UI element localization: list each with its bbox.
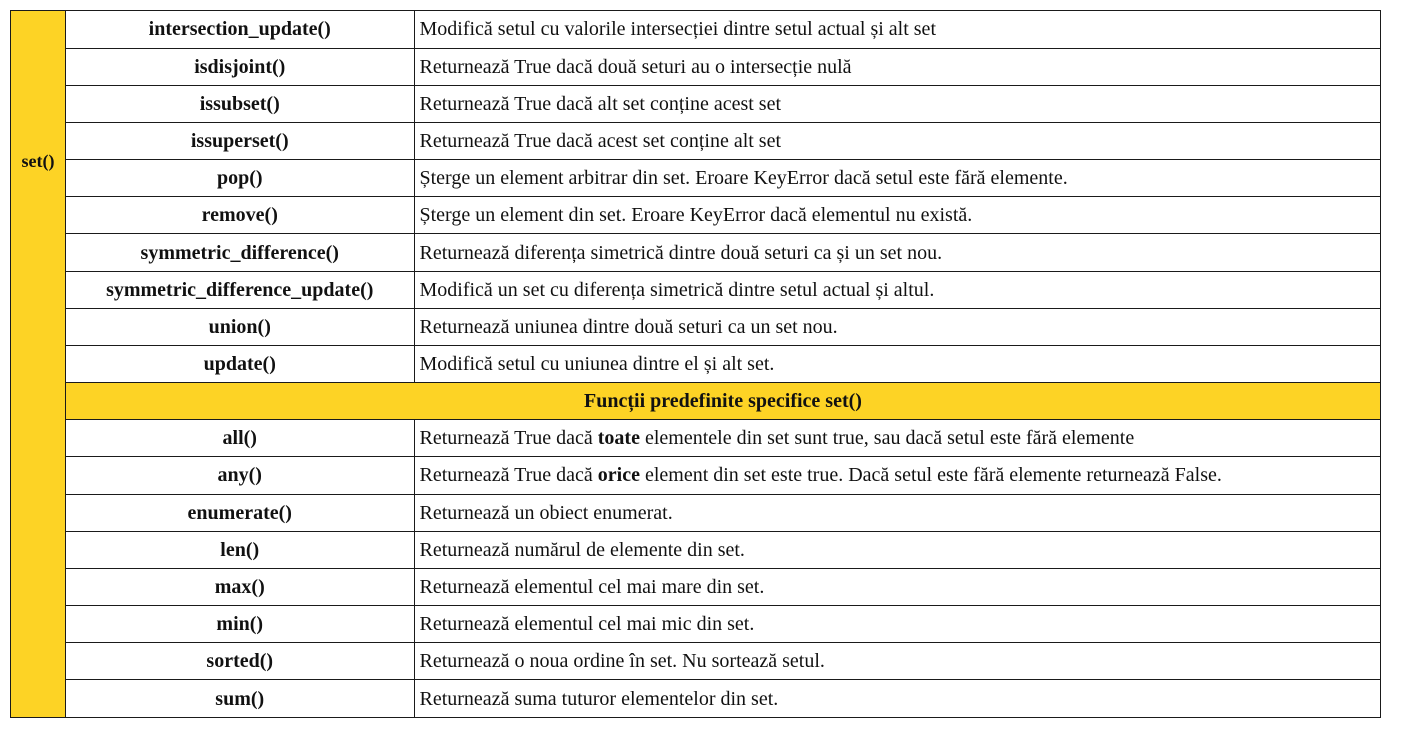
table-row <box>66 680 1380 717</box>
method-description: Returnează diferența simetrică dintre două seturi ca și un set nou. <box>414 234 1380 271</box>
method-description: Returnează uniunea dintre două seturi ca un set nou. <box>414 308 1380 345</box>
section-header: Funcții predefinite specifice set() <box>66 383 1380 420</box>
function-name: sorted() <box>66 643 414 680</box>
method-description: Modifică un set cu diferența simetrică dintre setul actual și altul. <box>414 271 1380 308</box>
function-name: all() <box>66 420 414 457</box>
method-description: Returnează True dacă două seturi au o intersecție nulă <box>414 48 1380 85</box>
table-row <box>66 457 1380 494</box>
table-row <box>66 234 1380 271</box>
description-text: Returnează True dacă <box>419 427 598 450</box>
description-text: Returnează elementul cel mai mic din set. <box>419 613 755 636</box>
description-text: Returnează True dacă <box>419 464 598 487</box>
method-description: Șterge un element din set. Eroare KeyError dacă elementul nu există. <box>414 197 1380 234</box>
description-text: Returnează numărul de elemente din set. <box>419 538 745 561</box>
side-category-cell <box>11 11 66 717</box>
function-description <box>414 420 1380 457</box>
table-row <box>66 48 1380 85</box>
function-name: sum() <box>66 680 414 717</box>
function-name: enumerate() <box>66 494 414 531</box>
table-row <box>66 160 1380 197</box>
table-row <box>66 308 1380 345</box>
description-text: element din set este true. Dacă setul este fără elemente returnează False. <box>639 464 1222 487</box>
method-name: symmetric_difference() <box>66 234 414 271</box>
method-name: intersection_update() <box>66 11 414 48</box>
set-reference-table <box>10 10 1381 718</box>
description-text: elementele din set sunt true, sau dacă setul este fără elemente <box>639 427 1135 450</box>
table-row <box>66 643 1380 680</box>
method-description: Modifică setul cu valorile intersecției dintre setul actual și alt set <box>414 11 1380 48</box>
table-row <box>66 85 1380 122</box>
method-name: update() <box>66 345 414 382</box>
table-row <box>66 271 1380 308</box>
table-row <box>66 197 1380 234</box>
method-name: isdisjoint() <box>66 48 414 85</box>
description-text: Returnează o noua ordine în set. Nu sortează setul. <box>419 650 825 673</box>
function-description <box>414 531 1380 568</box>
function-description <box>414 568 1380 605</box>
function-description <box>414 457 1380 494</box>
description-text: Returnează un obiect enumerat. <box>419 501 673 524</box>
method-name: remove() <box>66 197 414 234</box>
side-category-label: set() <box>21 151 55 171</box>
function-description <box>414 680 1380 717</box>
section-header-row <box>66 383 1380 420</box>
method-description: Șterge un element arbitrar din set. Eroare KeyError dacă setul este fără elemente. <box>414 160 1380 197</box>
method-description: Returnează True dacă acest set conține alt set <box>414 122 1380 159</box>
methods-table <box>66 11 1380 717</box>
table-row <box>66 494 1380 531</box>
table-row <box>66 531 1380 568</box>
description-text: Returnează elementul cel mai mare din set. <box>419 575 765 598</box>
method-name: issuperset() <box>66 122 414 159</box>
method-description: Modifică setul cu uniunea dintre el și alt set. <box>414 345 1380 382</box>
description-emphasis: toate <box>597 427 640 450</box>
table-row <box>66 568 1380 605</box>
methods-table-body <box>66 11 1380 717</box>
method-name: pop() <box>66 160 414 197</box>
table-row <box>66 420 1380 457</box>
description-emphasis: orice <box>597 464 640 487</box>
method-description: Returnează True dacă alt set conține acest set <box>414 85 1380 122</box>
method-name: symmetric_difference_update() <box>66 271 414 308</box>
function-description <box>414 643 1380 680</box>
function-name: max() <box>66 568 414 605</box>
method-name: issubset() <box>66 85 414 122</box>
function-description <box>414 606 1380 643</box>
table-row <box>66 345 1380 382</box>
function-description <box>414 494 1380 531</box>
table-row <box>66 11 1380 48</box>
method-name: union() <box>66 308 414 345</box>
function-name: min() <box>66 606 414 643</box>
description-text: Returnează suma tuturor elementelor din set. <box>419 687 779 710</box>
function-name: len() <box>66 531 414 568</box>
function-name: any() <box>66 457 414 494</box>
table-row <box>66 606 1380 643</box>
table-row <box>66 122 1380 159</box>
